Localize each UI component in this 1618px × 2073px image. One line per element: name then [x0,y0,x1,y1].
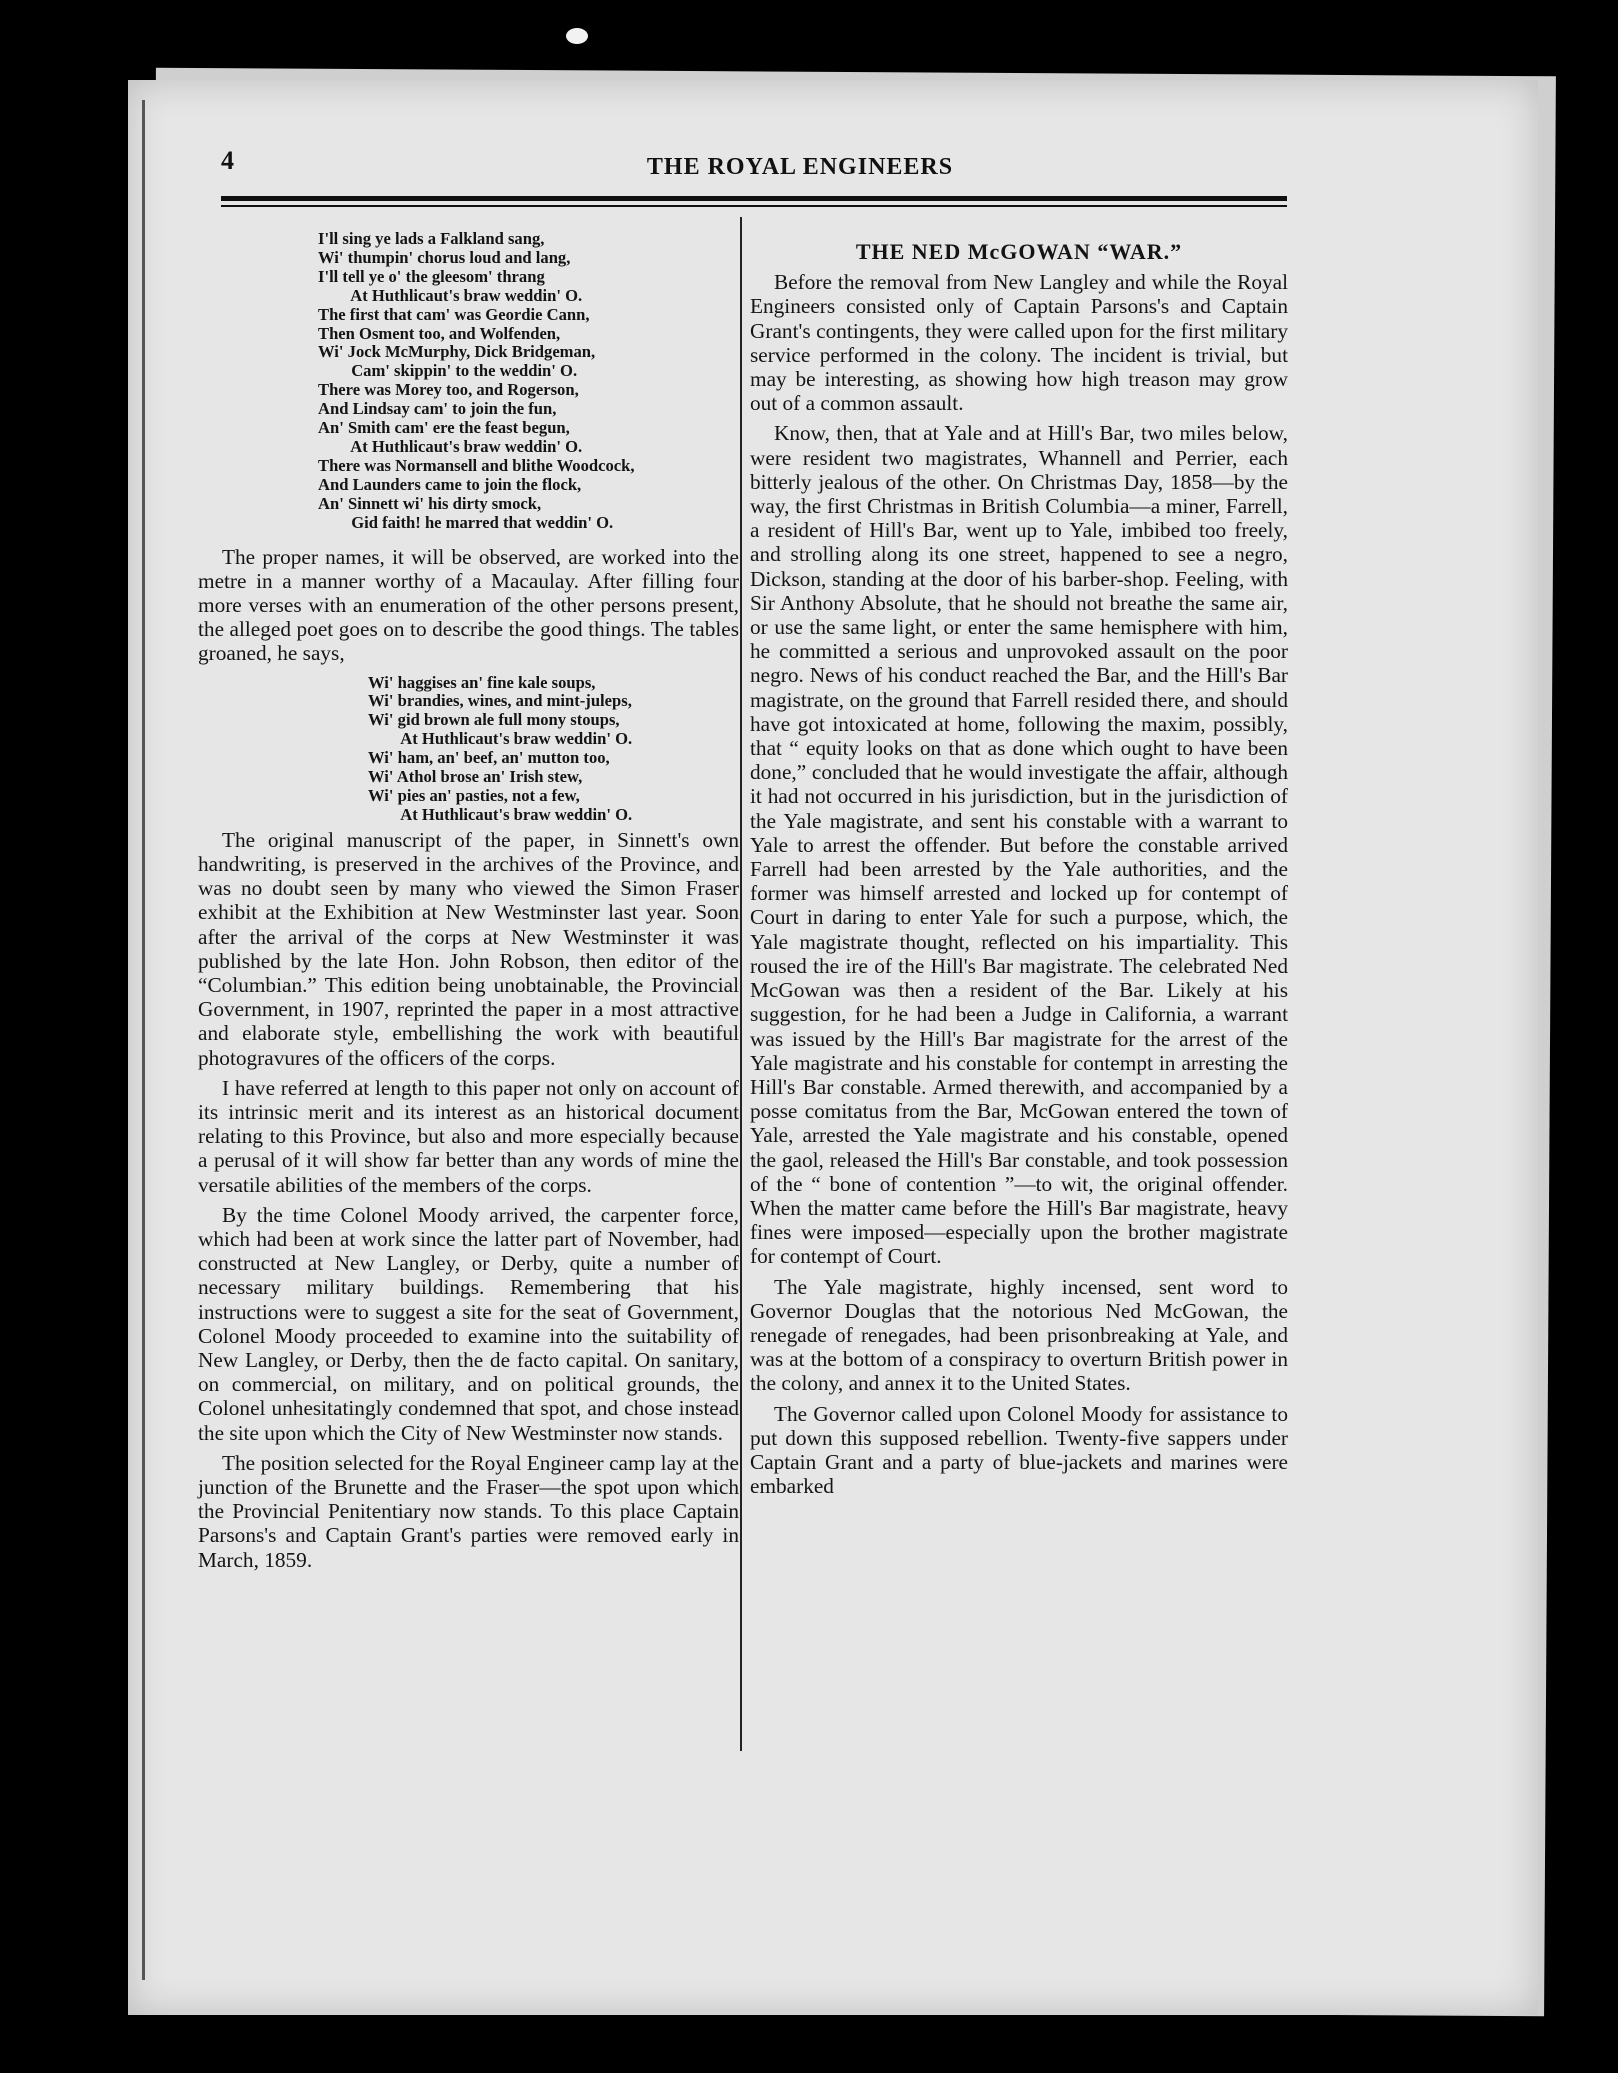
paragraph: The original manuscript of the paper, in Sinnett's own handwriting, is preserved in the archives of the Province, and was no doubt seen by many who viewed the Simon Fraser exhibit at the Exhibition at New Westminster last year. Soon after the arrival of the corps at New Westminster it was published by the late Hon. John Robson, then editor of the “Columbian.” This edition being unobtainable, the Provincial Government, in 1907, reprinted the paper in a most attractive and elaborate style, embellishing the work with beautiful photogravures of the officers of the corps. [198,827,739,1070]
header-rule [221,196,1287,201]
poem-verse: Wi' haggises an' fine kale soups, Wi' brandies, wines, and mint-juleps, Wi' gid brown ale full mony stoups, At Huthlicaut's braw weddin' O. Wi' ham, an' beef, an' mutton too, Wi' Athol brose an' Irish stew, Wi' pies an' pasties, not a few, At Huthlicaut's braw weddin' O. [368,672,633,824]
page-edge-shadow [142,100,145,1980]
page-number: 4 [221,146,234,175]
paragraph: By the time Colonel Moody arrived, the carpenter force, which had been at work since the latter part of November, had constructed at New Langley, or Derby, quite a number of necessary military buildings. Remembering that his instructions were to suggest a site for the seat of Government, Colonel Moody proceeded to examine into the suitability of New Langley, or Derby, then the de facto capital. On sanitary, on commercial, on military, and on political grounds, the Colonel unhesitatingly condemned that spot, and chose instead the site upon which the City of New Westminster now stands. [198,1202,739,1445]
left-column [198,230,739,1572]
paragraph: Before the removal from New Langley and while the Royal Engineers consisted only of Captain Parsons's and Captain Grant's contingents, they were called upon for the first military service performed in the colony. The incident is trivial, but may be interesting, as showing how high treason may grow out of a common assault. [750,270,1288,416]
article-title: THE NED McGOWAN “WAR.” [855,239,1183,264]
poem-verse: I'll sing ye lads a Falkland sang, Wi' thumpin' chorus loud and lang, I'll tell ye o' the gleesom' thrang At Huthlicaut's braw weddin' O. The first that cam' was Geordie Cann, Then Osment too, and Wolfenden, Wi' Jock McMurphy, Dick Bridgeman, Cam' skippin' to the weddin' O. There was Morey too, and Rogerson, And Lindsay cam' to join the fun, An' Smith cam' ere the feast begun, At Huthlicaut's braw weddin' O. There was Normansell and blithe Woodcock, And Launders came to join the flock, An' Sinnett wi' his dirty smock, Gid faith! he marred that weddin' O. [318,229,635,532]
paragraph: The position selected for the Royal Engineer camp lay at the junction of the Brunette and the Fraser—the spot upon which the Provincial Penitentiary now stands. To this place Captain Parsons's and Captain Grant's parties were removed early in March, 1859. [198,1450,739,1572]
paragraph: The Governor called upon Colonel Moody for assistance to put down this supposed rebellion. Twenty-five sappers under Captain Grant and a party of blue-jackets and marines were embarked [750,1401,1288,1499]
paragraph: I have referred at length to this paper not only on account of its intrinsic merit and its interest as an historical document relating to this Province, but also and more especially because a perusal of it will show far better than any words of mine the versatile abilities of the members of the corps. [198,1075,739,1197]
paragraph: The proper names, it will be observed, are worked into the metre in a manner worthy of a Macaulay. After filling four more verses with an enumeration of the other persons present, the alleged poet goes on to describe the good things. The tables groaned, he says, [198,544,739,666]
header-rule-thin [221,205,1287,207]
scan-artifact [566,28,588,44]
running-title: THE ROYAL ENGINEERS [646,154,954,180]
column-divider [740,217,742,1751]
paragraph: Know, then, that at Yale and at Hill's Bar, two miles below, were resident two magistrates, Whannell and Perrier, each bitterly jealous of the other. On Christmas Day, 1858—by the way, the first Christmas in British Columbia—a miner, Farrell, a resident of Hill's Bar, went up to Yale, imbibed too freely, and strolling along its one street, happened to see a negro, Dickson, standing at the door of his barber-shop. Feeling, with Sir Anthony Absolute, that he should not breathe the same air, or use the same light, or enter the same hemisphere with him, he committed a serious and unprovoked assault on the poor negro. News of his conduct reached the Bar, and the Hill's Bar magistrate, on the ground that Farrell resided there, and should have got intoxicated at home, following the maxim, possibly, that “ equity looks on that as done which ought to have been done,” concluded that he would investigate the affair, although it had not occurred in his jurisdiction, but in the jurisdiction of the Yale magistrate, and sent his constable with a warrant to Yale to arrest the offender. But before the constable arrived Farrell had been arrested by the Yale authorities, and the former was himself arrested and locked up for contempt of Court in daring to enter Yale for such a purpose, which, the Yale magistrate thought, reflected on his impartiality. This roused the ire of the Hill's Bar magistrate. The celebrated Ned McGowan was then a resident of the Bar. Likely at his suggestion, for he had been a Judge in California, a warrant was issued by the Hill's Bar magistrate for the arrest of the Yale magistrate and his constable for contempt in arresting the Hill's Bar constable. Armed therewith, and accompanied by a posse comitatus from the Bar, McGowan entered the town of Yale, arrested the Yale magistrate and his constable, opened the gaol, released the Hill's Bar constable, and took possession of the “ bone of contention ”—to wit, the original offender. When the matter came before the Hill's Bar magistrate, heavy fines were imposed—especially upon the brother magistrate for contempt of Court. [750,421,1288,1269]
right-column [750,230,1288,1498]
paragraph: The Yale magistrate, highly incensed, sent word to Governor Douglas that the notorious Ned McGowan, the renegade of renegades, had been prisonbreaking at Yale, and was at the bottom of a conspiracy to overturn British power in the colony, and annex it to the United States. [750,1274,1288,1396]
